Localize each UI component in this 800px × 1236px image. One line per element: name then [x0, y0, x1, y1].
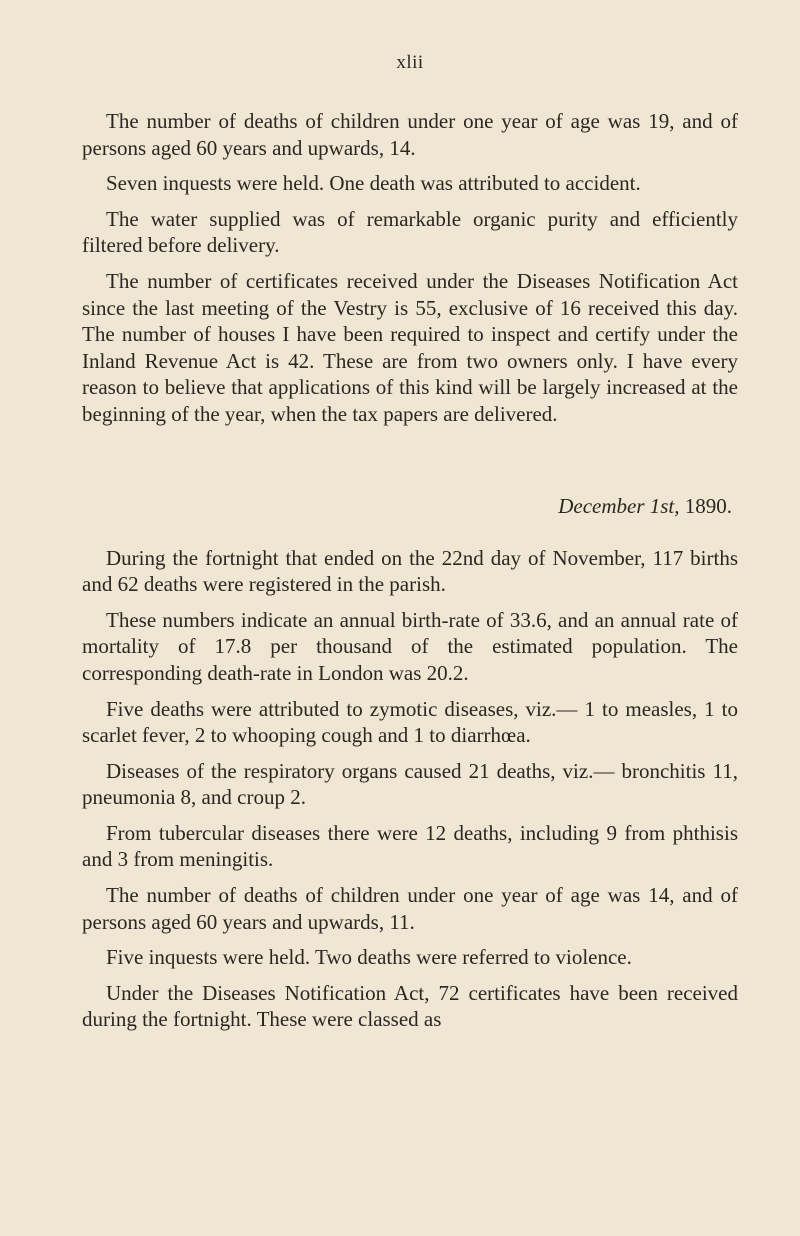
report-date-year: 1890.	[679, 493, 732, 518]
paragraph-zymotic: Five deaths were attributed to zymotic diseases, viz.— 1 to measles, 1 to scarlet fever, 2 to whooping cough and 1 to diarrhœa.	[82, 696, 738, 748]
page-number: xlii	[396, 52, 424, 73]
paragraph-rates: These numbers indicate an annual birth-rate of 33.6, and an annual rate of mortality of 17.8 per thousand of the estimated population. The corresponding death-rate in London was 20.2.	[82, 607, 738, 685]
paragraph-tubercular: From tubercular diseases there were 12 deaths, including 9 from phthisis and 3 from meningitis.	[82, 820, 738, 872]
paragraph-infant-elderly-deaths-2: The number of deaths of children under one year of age was 14, and of persons aged 60 years and upwards, 11.	[82, 883, 738, 934]
paragraph-inquests: Seven inquests were held. One death was attributed to accident.	[106, 171, 641, 196]
section-previous-report	[82, 108, 738, 428]
report-date-day: December 1st,	[558, 493, 680, 518]
section-fortnight-report	[82, 545, 738, 1034]
report-date	[82, 494, 732, 519]
paragraph-births-deaths: During the fortnight that ended on the 22nd day of November, 117 births and 62 deaths were registered in the parish.	[82, 545, 738, 597]
paragraph-inquests-2: Five inquests were held. Two deaths were referred to violence.	[106, 945, 632, 970]
paragraph-certificates: The number of certificates received under the Diseases Notification Act since the last meeting of the Vestry is 55, exclusive of 16 received this day. The number of houses I have been required to inspect and certify under the Inland Revenue Act is 42. These are from two owners only. I have every reason to believe that applications of this kind will be largely increased at the beginning of the year, when the tax papers are delivered.	[82, 268, 738, 426]
paragraph-infant-elderly-deaths: The number of deaths of children under one year of age was 19, and of persons aged 60 years and upwards, 14.	[82, 109, 738, 160]
paragraph-respiratory: Diseases of the respiratory organs caused 21 deaths, viz.— bronchitis 11, pneumonia 8, and croup 2.	[82, 758, 738, 810]
paragraph-notification-act: Under the Diseases Notification Act, 72 certificates have been received during the fortnight. These were classed as	[82, 980, 738, 1032]
paragraph-water-supply: The water supplied was of remarkable organic purity and efficiently filtered before delivery.	[82, 206, 738, 258]
